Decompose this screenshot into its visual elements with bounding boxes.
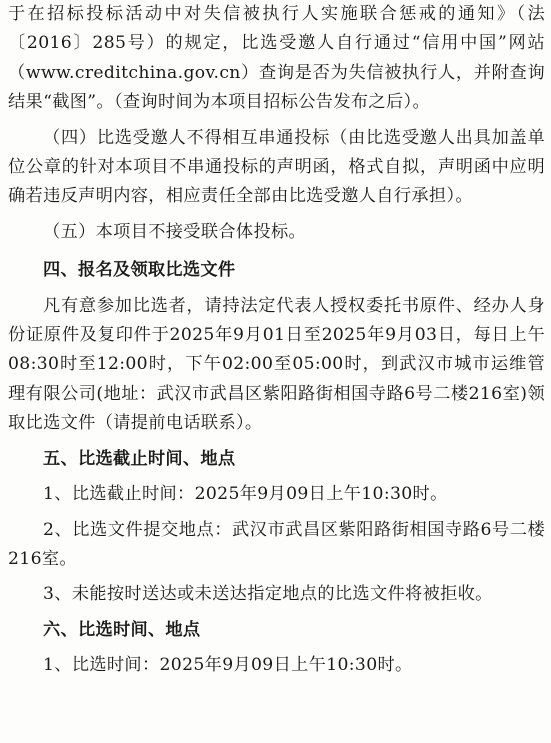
section-heading-selection-time: 六、比选时间、地点 xyxy=(43,619,201,640)
paragraph-credit-check: 于在招标投标活动中对失信被执行人实施联合惩戒的通知》（法〔2016〕285号）的规定，比选受邀人自行通过“信用中国”网站（www.creditchina.gov.cn）查询是否为失信被执行人，并附查询结果“截图”。（查询时间为本项目招标公告发布之后）。 xyxy=(8,4,545,113)
section-heading-deadline: 五、比选截止时间、地点 xyxy=(43,448,236,469)
paragraph-no-consortium: （五）本项目不接受联合体投标。 xyxy=(43,221,307,242)
paragraph-no-collusion: （四）比选受邀人不得相互串通投标（由比选受邀人出具加盖单位公章的针对本项目不串通投标的声明函，格式自拟，声明函中应明确若违反声明内容，相应责任全部由比选受邀人自行承担）。 xyxy=(8,127,545,207)
paragraph-registration-details: 凡有意参加比选者，请持法定代表人授权委托书原件、经办人身份证原件及复印件于2025年9月01日至2025年9月03日，每日上午08:30时至12:00时，下午02:00至05:00时，到武汉市城市运维管理有限公司(地址：武汉市武昌区紫阳路街相国寺路6号二楼216室)领取比选文件（请提前电话联系）。 xyxy=(8,295,545,434)
list-item-selection-time: 1、比选时间：2025年9月09日上午10:30时。 xyxy=(43,655,413,676)
list-item-submission-location: 2、比选文件提交地点：武汉市武昌区紫阳路街相国寺路6号二楼216室。 xyxy=(8,519,545,569)
spacer xyxy=(8,247,545,256)
list-item-deadline-time: 1、比选截止时间：2025年9月09日上午10:30时。 xyxy=(43,484,448,505)
list-item-late-rejection: 3、未能按时送达或未送达指定地点的比选文件将被拒收。 xyxy=(43,584,493,605)
section-heading-registration: 四、报名及领取比选文件 xyxy=(43,260,236,281)
